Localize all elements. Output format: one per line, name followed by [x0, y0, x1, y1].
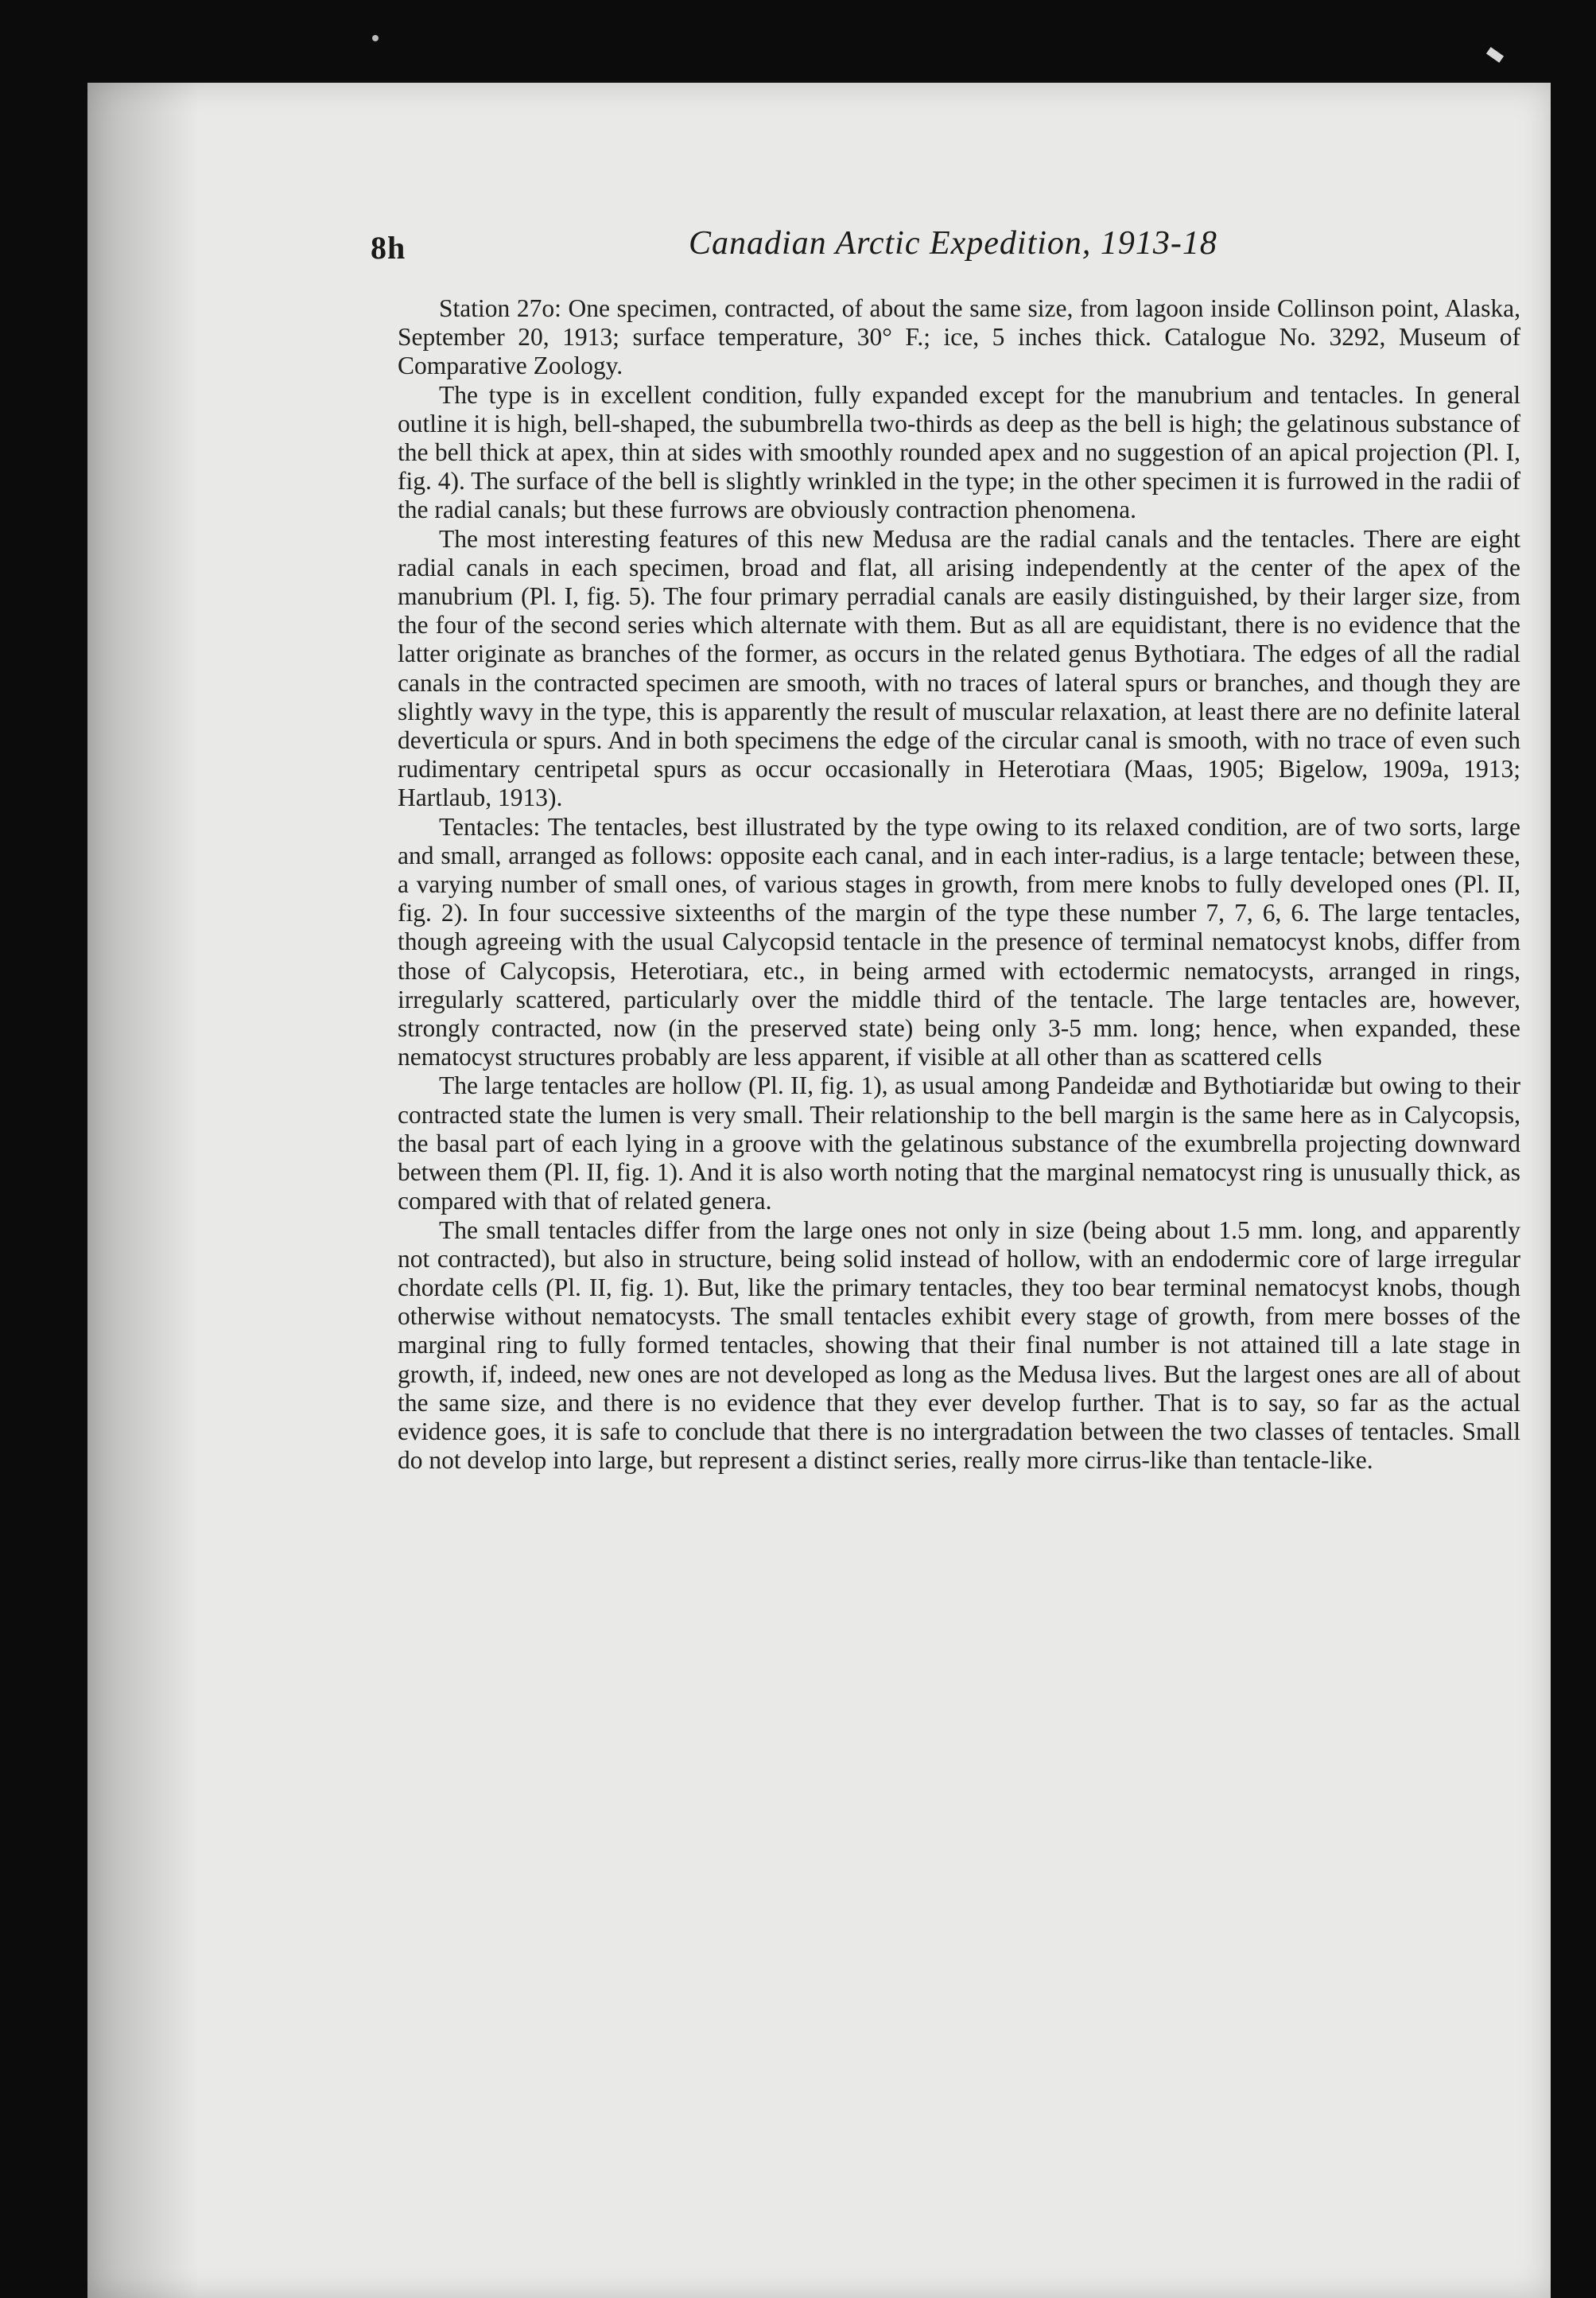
paragraph-large-tentacles: The large tentacles are hollow (Pl. II, fig. 1), as usual among Pandeidæ and Bythotiaridæ but owing to their contracted state the lumen is very small. Their relationship to the bell margin is the same here as in Calycopsis, the basal part of each lying in a groove with the gelatinous substance of the exumbrella projecting downward between them (Pl. II, fig. 1). And it is also worth noting that the marginal nematocyst ring is unusually thick, as compared with that of related genera. [398, 1071, 1520, 1215]
paragraph-small-tentacles: The small tentacles differ from the large ones not only in size (being about 1.5 mm. long, and apparently not contracted), but also in structure, being solid instead of hollow, with an endodermic core of large irregular chordate cells (Pl. II, fig. 1). But, like the primary tentacles, they too bear terminal nematocyst knobs, though otherwise without nematocysts. The small tentacles exhibit every stage of growth, from mere bosses of the marginal ring to fully formed tentacles, showing that their final number is not attained till a late stage in growth, if, indeed, new ones are not developed as long as the Medusa lives. But the largest ones are all of about the same size, and there is no evidence that they ever develop further. That is to say, so far as the actual evidence goes, it is safe to conclude that there is no intergradation between the two classes of tentacles. Small do not develop into large, but represent a distinct series, really more cirrus-like than tentacle-like. [398, 1215, 1520, 1475]
paragraph-radial-canals: The most interesting features of this new Medusa are the radial canals and the tentacles. There are eight radial canals in each specimen, broad and flat, all arising independently at the center of the apex of the manubrium (Pl. I, fig. 5). The four primary perradial canals are easily distinguished, by their larger size, from the four of the second series which alternate with them. But as all are equidistant, there is no evidence that the latter originate as branches of the former, as occurs in the related genus Bythotiara. The edges of all the radial canals in the contracted specimen are smooth, with no traces of lateral spurs or branches, and though they are slightly wavy in the type, this is apparently the result of muscular relaxation, at least there are no definite lateral deverticula or spurs. And in both specimens the edge of the circular canal is smooth, with no trace of even such rudimentary centripetal spurs as occur occasionally in Heterotiara (Maas, 1905; Bigelow, 1909a, 1913; Hartlaub, 1913). [398, 524, 1520, 812]
body-text [398, 294, 1520, 1475]
paragraph-station: Station 27o: One specimen, contracted, of about the same size, from lagoon inside Collinson point, Alaska, September 20, 1913; surface temperature, 30° F.; ice, 5 inches thick. Catalogue No. 3292, Museum of Comparative Zoology. [398, 294, 1520, 380]
running-title: Canadian Arctic Expedition, 1913-18 [689, 225, 1217, 262]
running-head [371, 224, 1524, 272]
paragraph-type-description: The type is in excellent condition, fully expanded except for the manubrium and tentacles. In general outline it is high, bell-shaped, the subumbrella two-thirds as deep as the bell is high; the gelatinous substance of the bell thick at apex, thin at sides with smoothly rounded apex and no suggestion of an apical projection (Pl. I, fig. 4). The surface of the bell is slightly wrinkled in the type; in the other specimen it is furrowed in the radii of the radial canals; but these furrows are obviously contraction phenomena. [398, 380, 1520, 524]
scan-speck [372, 35, 379, 41]
paragraph-tentacles: Tentacles: The tentacles, best illustrated by the type owing to its relaxed condition, are of two sorts, large and small, arranged as follows: opposite each canal, and in each inter-radius, is a large tentacle; between these, a varying number of small ones, of various stages in growth, from mere knobs to fully developed ones (Pl. II, fig. 2). In four successive sixteenths of the margin of the type these number 7, 7, 6, 6. The large tentacles, though agreeing with the usual Calycopsid tentacle in the presence of terminal nematocyst knobs, differ from those of Calycopsis, Heterotiara, etc., in being armed with ectodermic nematocysts, arranged in rings, irregularly scattered, particularly over the middle third of the tentacle. The large tentacles are, however, strongly contracted, now (in the preserved state) being only 3-5 mm. long; hence, when expanded, these nematocyst structures probably are less apparent, if visible at all other than as scattered cells [398, 812, 1520, 1071]
page-number: 8h [371, 230, 406, 266]
page-gutter-shadow [87, 83, 199, 2298]
